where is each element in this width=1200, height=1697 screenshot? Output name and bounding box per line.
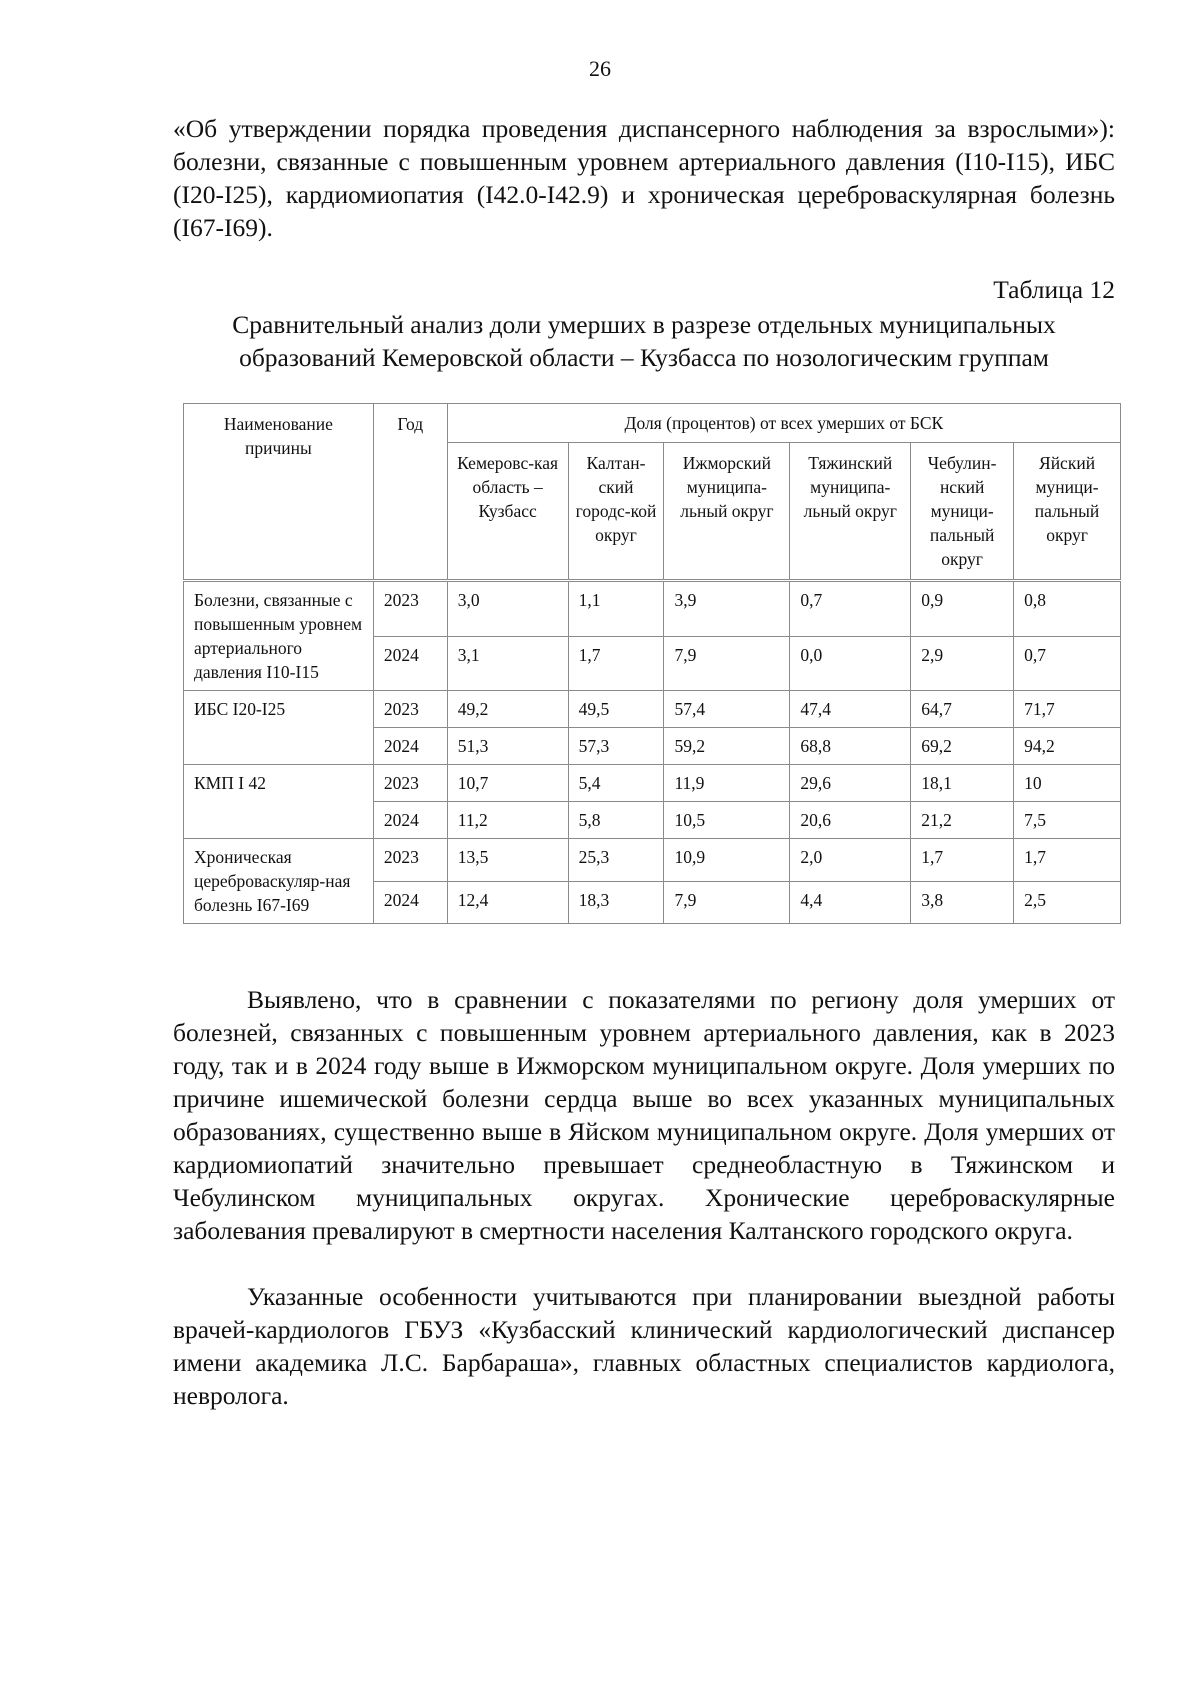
value-cell: 2,9 [911,636,1014,690]
intro-paragraph: «Об утверждении порядка проведения диспансерного наблюдения за взрослыми»): болезни, связанные с повышенным уровнем артериального давления (I10-I15), ИБС (I20-I25), кардиомиопатия (I42.0-I42.9) и хроническая цереброваскулярная болезнь (I67-I69). [173,114,1115,242]
value-cell: 5,4 [568,765,664,802]
value-cell: 3,1 [447,636,568,690]
value-cell: 57,3 [568,728,664,765]
value-cell: 68,8 [790,728,911,765]
value-cell: 64,7 [911,691,1014,728]
value-cell: 0,8 [1014,581,1121,637]
value-cell: 1,7 [911,839,1014,882]
value-cell: 29,6 [790,765,911,802]
header-share-group: Доля (процентов) от всех умерших от БСК [447,404,1120,443]
value-cell: 10,5 [664,802,790,839]
year-cell: 2024 [373,881,447,924]
conclusion-paragraph: Выявлено, что в сравнении с показателями по региону доля умерших от болезней, связанных с повышенным уровнем артериального давления, как в 2023 году, так и в 2024 году выше в Ижморском муниципальном округе. Доля умерших по причине ишемической болезни сердца выше во всех указанных муниципальных образованиях, существенно выше в Яйском муниципальном округе. Доля умерших от кардиомиопатий значительно превышает среднеобластную в Тяжинском и Чебулинском муниципальных округах. Хронические цереброваскулярные заболевания превалируют в смертности населения Калтанского городского округа. [173,985,1115,1245]
header-region: Тяжинский муниципа-льный округ [790,443,911,581]
value-cell: 13,5 [447,839,568,882]
value-cell: 1,7 [1014,839,1121,882]
table-row [184,839,1121,882]
table-row [184,581,1121,637]
value-cell: 94,2 [1014,728,1121,765]
value-cell: 10 [1014,765,1121,802]
value-cell: 21,2 [911,802,1014,839]
table-row [184,765,1121,802]
year-cell: 2023 [373,765,447,802]
value-cell: 1,7 [568,636,664,690]
mortality-table [183,403,1121,924]
year-cell: 2024 [373,636,447,690]
table-body [184,581,1121,924]
year-cell: 2024 [373,802,447,839]
header-year: Год [373,404,447,581]
value-cell: 3,0 [447,581,568,637]
value-cell: 0,0 [790,636,911,690]
value-cell: 2,5 [1014,881,1121,924]
header-region: Яйский муници-пальный округ [1014,443,1121,581]
value-cell: 11,2 [447,802,568,839]
value-cell: 11,9 [664,765,790,802]
header-row-1 [184,404,1121,443]
value-cell: 7,9 [664,636,790,690]
year-cell: 2023 [373,691,447,728]
value-cell: 47,4 [790,691,911,728]
value-cell: 3,9 [664,581,790,637]
header-region: Ижморский муниципа-льный округ [664,443,790,581]
value-cell: 12,4 [447,881,568,924]
value-cell: 4,4 [790,881,911,924]
cause-cell: Хроническая цереброваскуляр-ная болезнь I67-I69 [184,839,374,924]
header-cause: Наименование причины [184,404,374,581]
table-label: Таблица 12 [993,275,1115,304]
cause-cell: ИБС I20-I25 [184,691,374,765]
value-cell: 49,5 [568,691,664,728]
value-cell: 69,2 [911,728,1014,765]
value-cell: 5,8 [568,802,664,839]
value-cell: 1,1 [568,581,664,637]
value-cell: 10,7 [447,765,568,802]
value-cell: 7,5 [1014,802,1121,839]
cause-cell: КМП I 42 [184,765,374,839]
year-cell: 2024 [373,728,447,765]
header-region: Калтан-ский городс-кой округ [568,443,664,581]
value-cell: 0,7 [1014,636,1121,690]
year-cell: 2023 [373,581,447,637]
header-region: Чебулин-нский муници-пальный округ [911,443,1014,581]
table-row [184,691,1121,728]
header-region: Кемеровс-кая область – Кузбасс [447,443,568,581]
conclusion-paragraph: Указанные особенности учитываются при планировании выездной работы врачей-кардиологов ГБУЗ «Кузбасский клинический кардиологический диспансер имени академика Л.С. Барбараша», главных областных специалистов кардиолога, невролога. [173,1282,1115,1410]
value-cell: 57,4 [664,691,790,728]
value-cell: 18,3 [568,881,664,924]
table-title: Сравнительный анализ доли умерших в разрезе отдельных муниципальных образований Кемеровской области – Кузбасса по нозологическим группам [232,310,1056,372]
value-cell: 3,8 [911,881,1014,924]
value-cell: 49,2 [447,691,568,728]
value-cell: 2,0 [790,839,911,882]
cause-cell: Болезни, связанные с повышенным уровнем артериального давления I10-I15 [184,581,374,691]
page-number: 26 [589,56,611,81]
value-cell: 71,7 [1014,691,1121,728]
value-cell: 25,3 [568,839,664,882]
year-cell: 2023 [373,839,447,882]
value-cell: 0,7 [790,581,911,637]
value-cell: 0,9 [911,581,1014,637]
value-cell: 7,9 [664,881,790,924]
value-cell: 18,1 [911,765,1014,802]
value-cell: 20,6 [790,802,911,839]
value-cell: 51,3 [447,728,568,765]
value-cell: 59,2 [664,728,790,765]
value-cell: 10,9 [664,839,790,882]
